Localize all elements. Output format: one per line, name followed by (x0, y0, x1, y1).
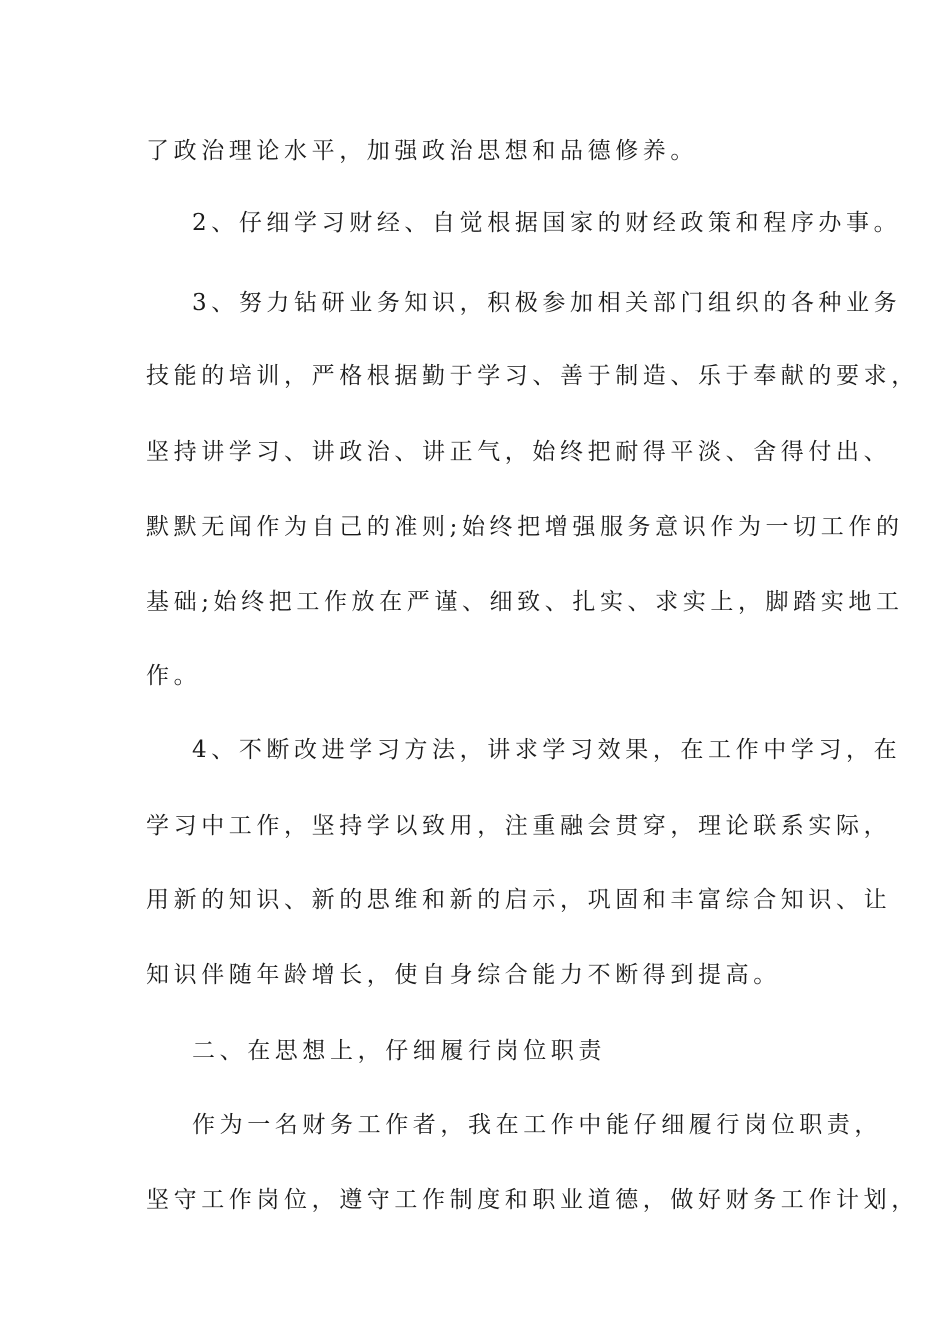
text-line-8: 作。 (146, 663, 202, 689)
text-line-2: 2、仔细学习财经、自觉根据国家的财经政策和程序办事。 (192, 210, 902, 236)
text-line-14: 作为一名财务工作者，我在工作中能仔细履行岗位职责， (192, 1112, 882, 1138)
section-heading: 二、在思想上，仔细履行岗位职责 (192, 1038, 606, 1064)
text-line-10: 学习中工作，坚持学以致用，注重融会贯穿，理论联系实际， (146, 813, 892, 839)
text-line-5: 坚持讲学习、讲政治、讲正气，始终把耐得平淡、舍得付出、 (146, 439, 892, 465)
text-line-1: 了政治理论水平，加强政治思想和品德修养。 (146, 138, 698, 164)
text-line-7: 基础;始终把工作放在严谨、细致、扎实、求实上，脚踏实地工 (146, 589, 904, 615)
text-line-6: 默默无闻作为自己的准则;始终把增强服务意识作为一切工作的 (146, 514, 904, 540)
text-line-15: 坚守工作岗位，遵守工作制度和职业道德，做好财务工作计划， (146, 1187, 919, 1213)
text-line-12: 知识伴随年龄增长，使自身综合能力不断得到提高。 (146, 962, 781, 988)
text-line-4: 技能的培训，严格根据勤于学习、善于制造、乐于奉献的要求， (146, 363, 919, 389)
text-line-9: 4、不断改进学习方法，讲求学习效果，在工作中学习，在 (192, 737, 902, 763)
text-line-11: 用新的知识、新的思维和新的启示，巩固和丰富综合知识、让 (146, 887, 892, 913)
text-line-3: 3、努力钻研业务知识，积极参加相关部门组织的各种业务 (192, 290, 902, 316)
